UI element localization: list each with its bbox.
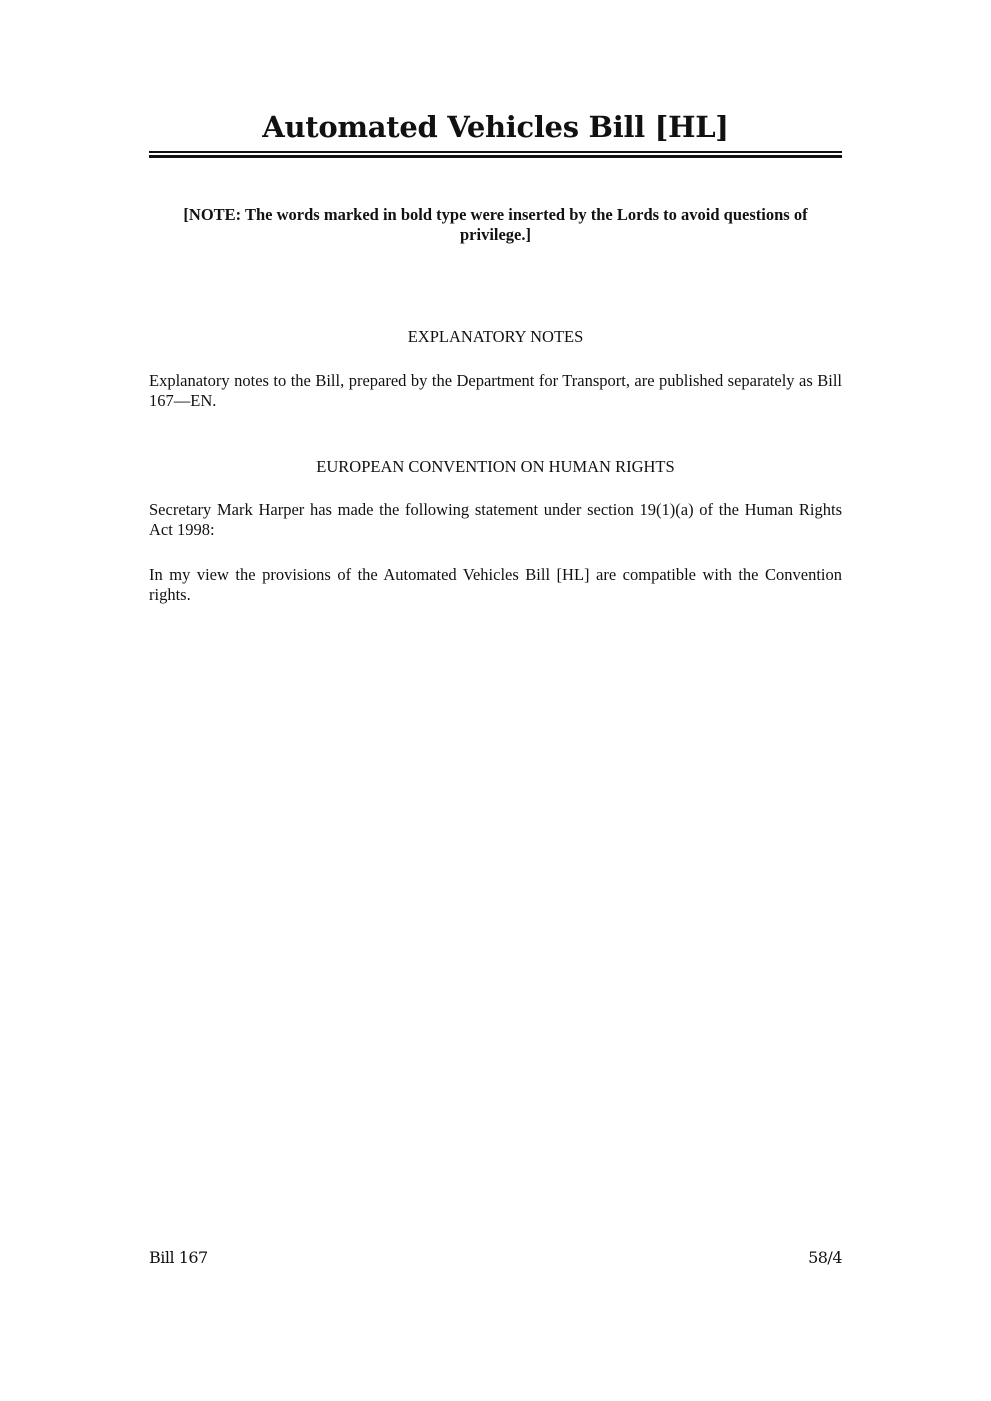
title-rule-thick — [149, 155, 842, 158]
footer-bill-number: Bill 167 — [149, 1248, 208, 1267]
footer-page-ref: 58/4 — [808, 1248, 842, 1267]
echr-statement-paragraph: Secretary Mark Harper has made the following statement under section 19(1)(a) of the Human Rights Act 1998: — [149, 500, 842, 539]
explanatory-notes-paragraph: Explanatory notes to the Bill, prepared by the Department for Transport, are published separately as Bill 167—EN. — [149, 371, 842, 410]
document-page — [149, 0, 842, 1401]
section-heading-echr: EUROPEAN CONVENTION ON HUMAN RIGHTS — [316, 457, 675, 476]
privilege-note: [NOTE: The words marked in bold type were inserted by the Lords to avoid questions of privilege.] — [183, 205, 808, 244]
document-title: Automated Vehicles Bill [HL] — [262, 110, 729, 144]
section-heading-explanatory-notes: EXPLANATORY NOTES — [407, 327, 584, 346]
title-rule-thin — [149, 151, 842, 153]
echr-compatibility-paragraph: In my view the provisions of the Automated Vehicles Bill [HL] are compatible with the Convention rights. — [149, 565, 842, 604]
